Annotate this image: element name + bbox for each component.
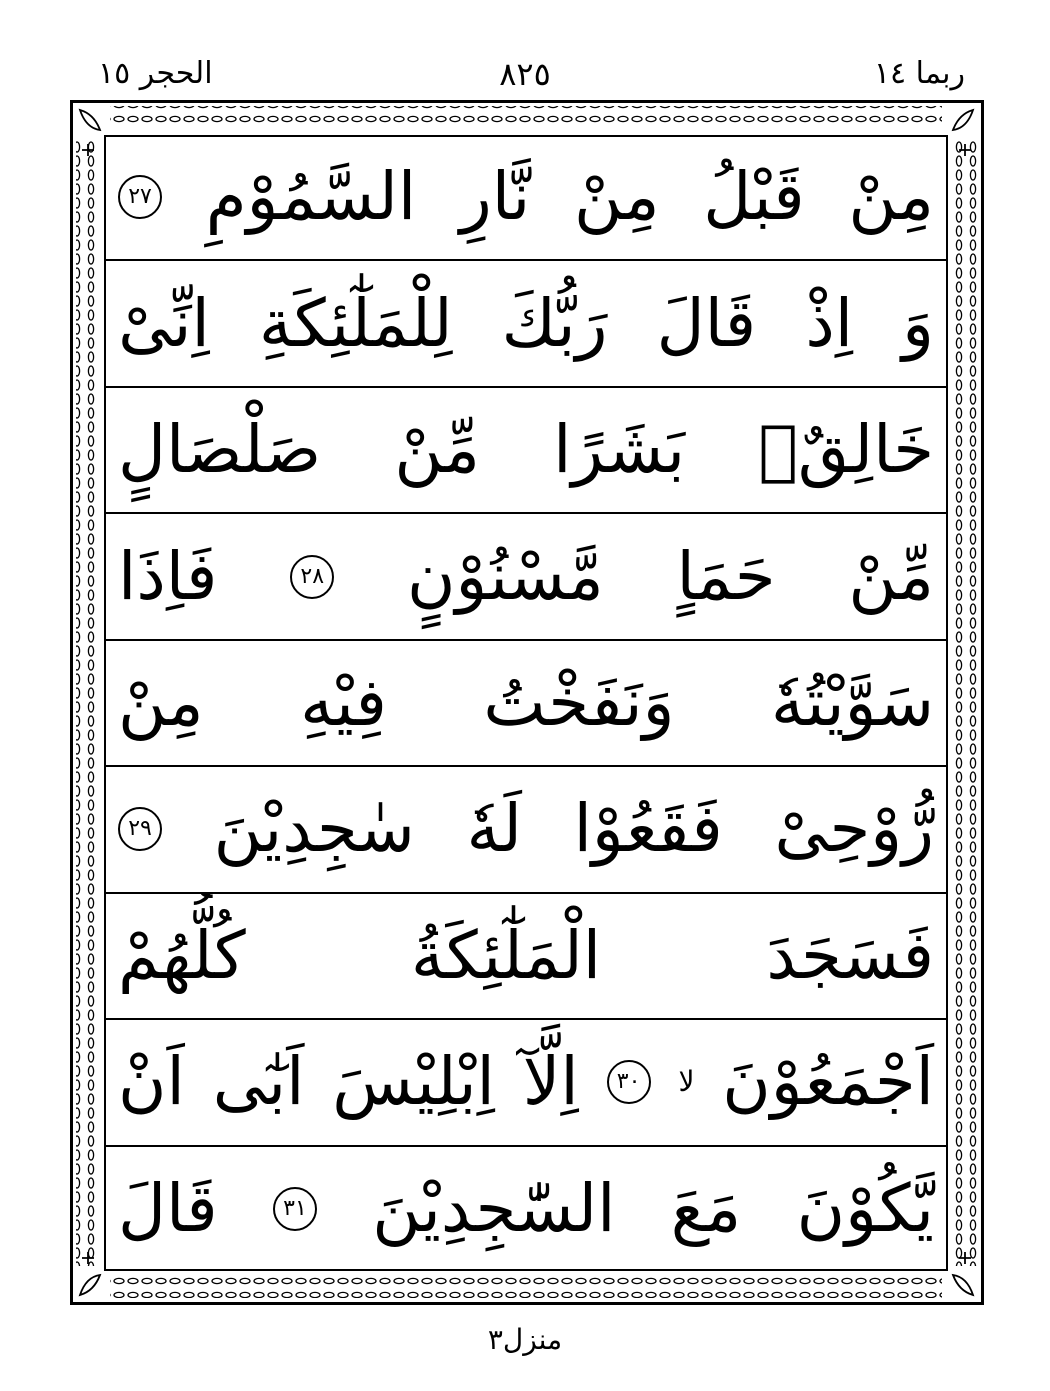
word: سٰجِدِيْنَ xyxy=(213,790,415,868)
ayah-number-marker: ٢٩ xyxy=(118,807,162,851)
word: صَلْصَالٍ xyxy=(118,411,322,489)
word: فَسَجَدَ xyxy=(766,916,934,994)
word: رَبُّكَ xyxy=(501,284,608,362)
text-line xyxy=(104,1020,948,1146)
ayah-number-marker: ٢٧ xyxy=(118,175,162,219)
word: فِيْهِ xyxy=(300,663,387,741)
word: السَّمُوْمِ xyxy=(205,158,417,236)
word: مِّنْ xyxy=(848,537,934,615)
word: نَّارِ xyxy=(459,158,531,236)
word: مَّسْنُوْنٍ xyxy=(407,537,604,615)
word: يَّكُوْنَ xyxy=(796,1169,934,1247)
waqf-sign: لا xyxy=(678,1065,695,1099)
word: سَوَّيْتُهٗ xyxy=(770,663,934,741)
word: اِبْلِيْسَ xyxy=(332,1043,495,1121)
text-line xyxy=(104,135,948,261)
word: الْمَلٰٓئِكَةُ xyxy=(410,916,602,994)
word: مَعَ xyxy=(670,1169,742,1247)
page-number: ٨٢٥ xyxy=(499,55,551,93)
word: لَهٗ xyxy=(466,790,522,868)
word: اَجْمَعُوْنَ xyxy=(722,1043,934,1121)
word: رُّوْحِىْ xyxy=(774,790,934,868)
word: مِنْ xyxy=(118,663,204,741)
word: اِنِّىْ xyxy=(118,284,210,362)
word: حَمَاٍ xyxy=(676,537,776,615)
word: كُلُّهُمْ xyxy=(118,916,246,994)
text-line xyxy=(104,388,948,514)
ayah-number-marker: ٣١ xyxy=(273,1187,317,1231)
word: بَشَرًا xyxy=(553,411,686,489)
surah-label: الحجر ١٥ xyxy=(98,56,213,91)
word: وَنَفَخْتُ xyxy=(483,663,675,741)
text-line xyxy=(104,514,948,640)
juz-label: ربما ١٤ xyxy=(873,56,965,91)
word: مِنْ xyxy=(573,158,660,236)
word: اَبٰٓى xyxy=(212,1043,305,1121)
word: مِّنْ xyxy=(394,411,480,489)
text-line xyxy=(104,1147,948,1271)
manzil-label: منزل٣ xyxy=(487,1323,563,1356)
word: قَالَ xyxy=(118,1169,218,1247)
word: اِلَّآ xyxy=(522,1043,579,1121)
word: قَالَ xyxy=(656,284,757,362)
word: اَنْ xyxy=(118,1043,185,1121)
word: قَبْلُ xyxy=(703,158,805,236)
quran-text-lines xyxy=(104,135,948,1271)
word: السّٰجِدِيْنَ xyxy=(372,1169,616,1247)
word: فَقَعُوْا xyxy=(573,790,723,868)
word: اِذْ xyxy=(805,284,854,362)
text-line xyxy=(104,894,948,1020)
word: وَ xyxy=(902,284,934,362)
word: لِلْمَلٰٓئِكَةِ xyxy=(258,284,453,362)
ayah-number-marker: ٢٨ xyxy=(290,555,334,599)
text-line xyxy=(104,641,948,767)
text-line xyxy=(104,767,948,893)
ayah-number-marker: ٣٠ xyxy=(607,1060,651,1104)
word: فَاِذَا xyxy=(118,537,218,615)
word: مِنْ xyxy=(848,158,934,236)
word: خَالِقٌۢ xyxy=(758,411,934,489)
text-line xyxy=(104,261,948,387)
